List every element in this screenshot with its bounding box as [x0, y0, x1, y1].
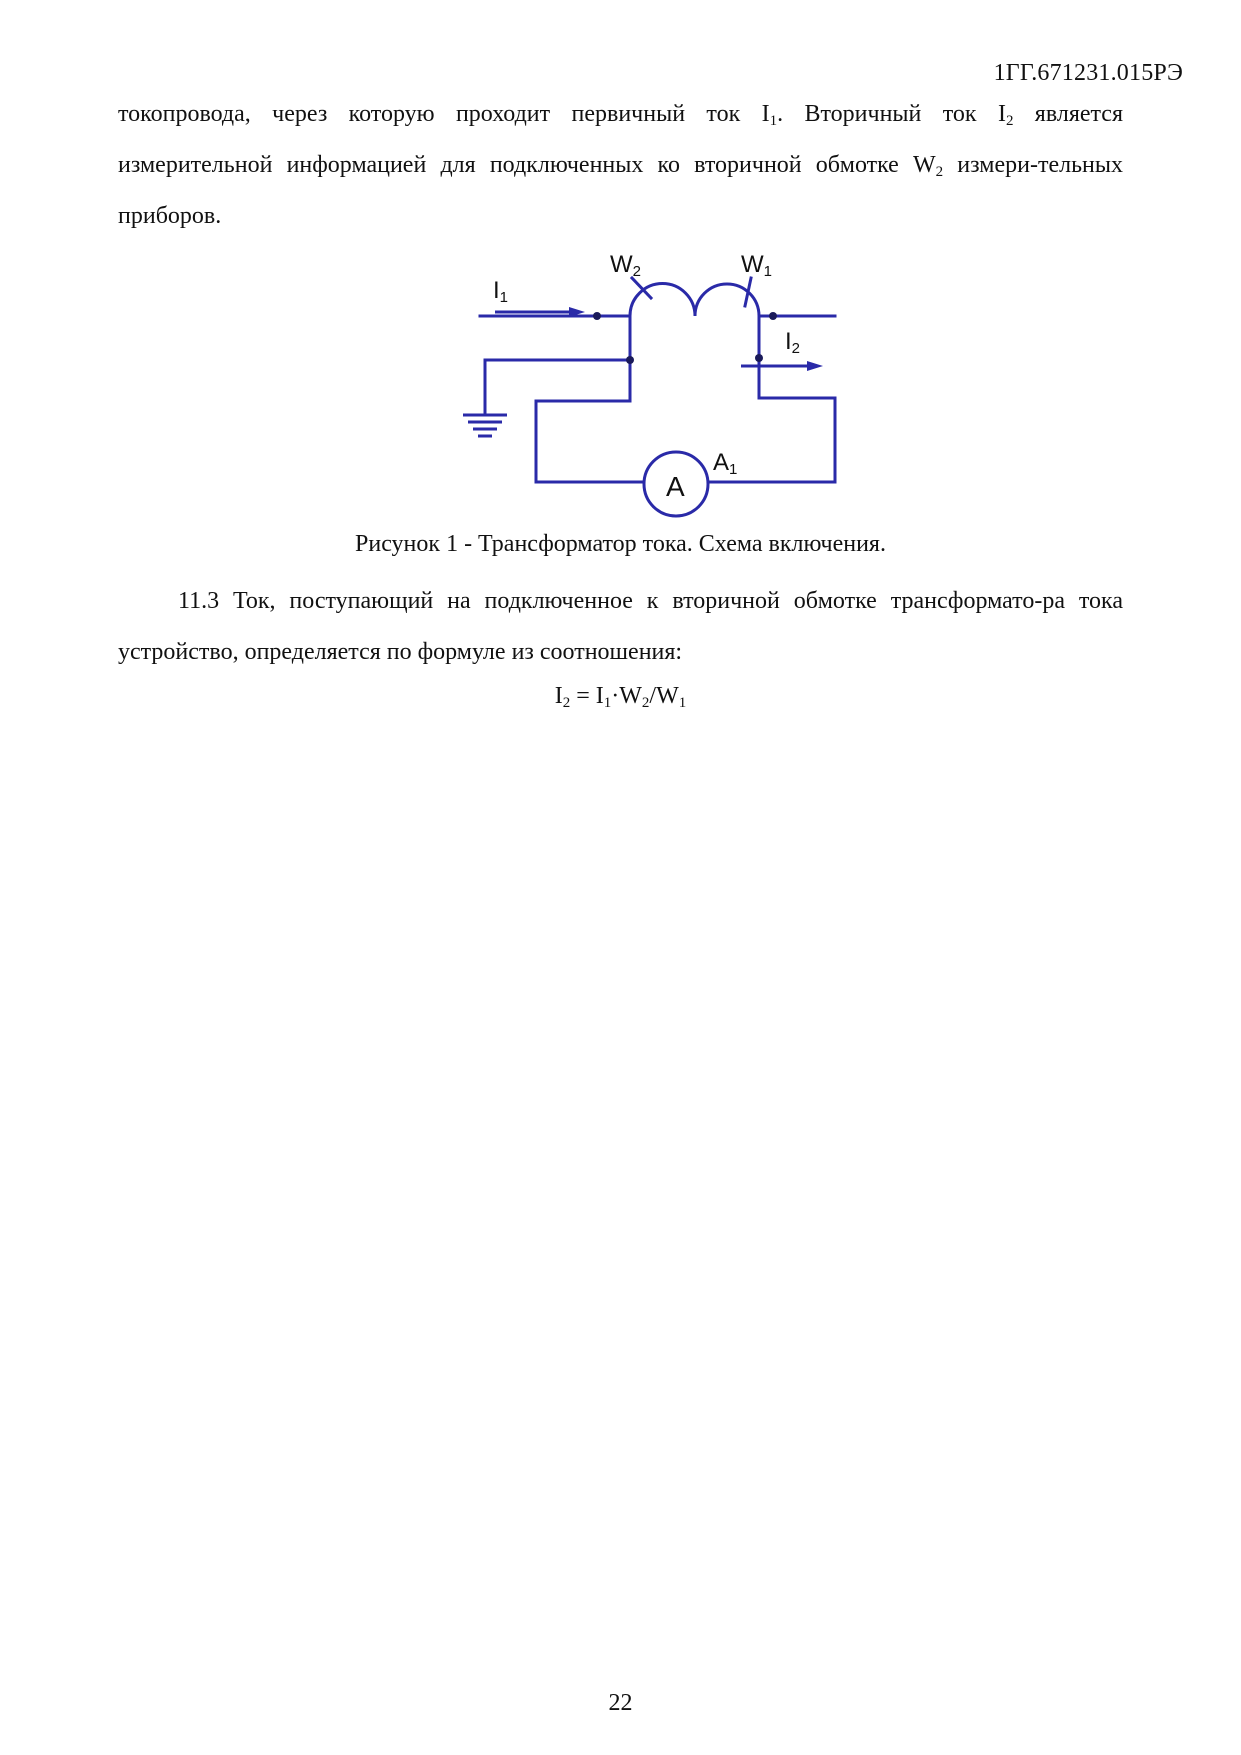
label-i1: I1	[493, 277, 509, 306]
current-transformer-diagram	[455, 238, 855, 528]
label-i2: I2	[785, 328, 801, 357]
figure-caption: Рисунок 1 - Трансформатор тока. Схема включения.	[355, 531, 886, 557]
junction-dot	[769, 312, 777, 320]
label-a1: A1	[713, 449, 738, 478]
page-number: 22	[608, 1690, 633, 1716]
ground-icon	[463, 415, 507, 436]
ammeter-label: A	[666, 471, 685, 502]
label-w2: W2	[610, 251, 641, 280]
paragraph-1: токопровода, через которую проходит первичный ток $I_1$. Вторичный ток $I_2$ является измерительной информацией для подключенных ко вторичной обмотке $W_2$ измери-тельных приборов.	[118, 101, 1123, 229]
document-code: 1ГГ.671231.015РЭ	[993, 60, 1183, 86]
formula: $I_2 = I_1\cdot W_2/W_1$	[554, 683, 687, 711]
label-w1: W1	[741, 251, 772, 280]
paragraph-2: 11.3 Ток, поступающий на подключенное к вторичной обмотке трансформато-ра тока устройство, определяется по формуле из соотношения:	[118, 588, 1123, 665]
junction-dot	[593, 312, 601, 320]
junction-dot	[755, 354, 763, 362]
winding-coil	[630, 284, 759, 317]
junction-dot	[626, 356, 634, 364]
